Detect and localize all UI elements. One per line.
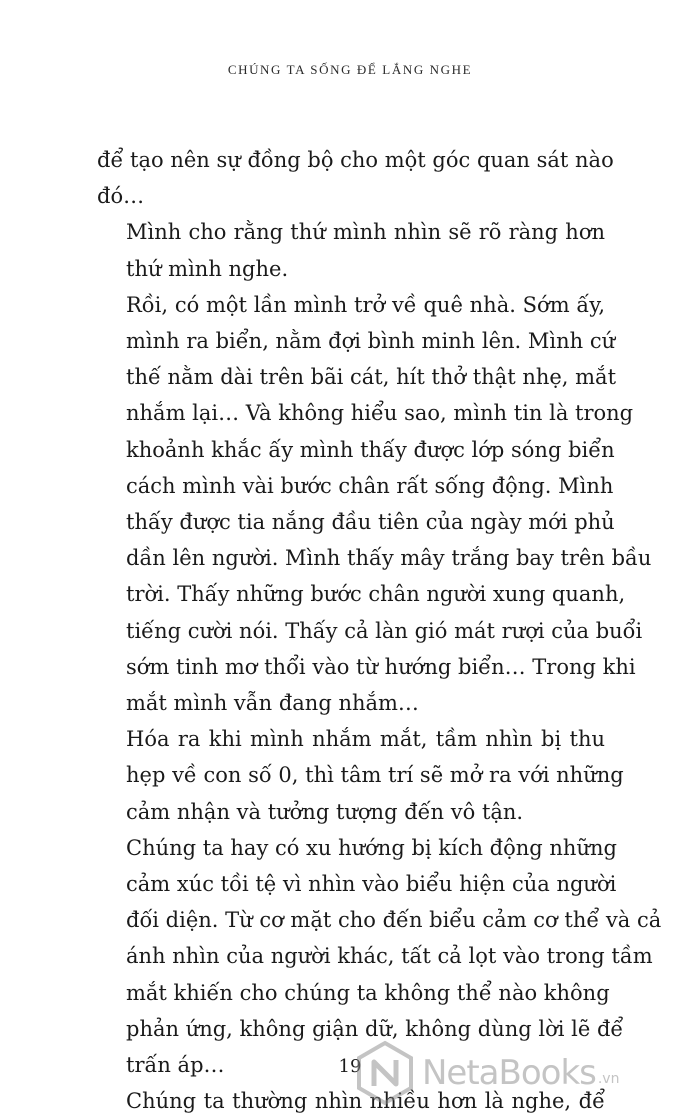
text-line: Chúng ta hay có xu hướng bị kích động những <box>126 835 617 860</box>
paragraph <box>97 214 605 286</box>
text-line: Chúng ta thường nhìn nhiều hơn là nghe, để <box>126 1089 605 1114</box>
paragraph <box>97 142 614 214</box>
text-line: cảm xúc tồi tệ vì nhìn vào biểu hiện của người <box>126 872 617 897</box>
text-line: cảm nhận và tưởng tượng đến vô tận. <box>126 799 524 824</box>
text-line: mắt khiến cho chúng ta không thể nào không <box>126 980 610 1005</box>
watermark-brand: NetaBooks <box>422 1053 596 1093</box>
watermark-suffix: .vn <box>597 1071 620 1087</box>
text-line: trấn áp… <box>126 1053 225 1078</box>
text-line: thế nằm dài trên bãi cát, hít thở thật nhẹ, mắt <box>126 365 617 390</box>
page-number: 19 <box>338 1056 362 1077</box>
text-line: thứ mình nghe. <box>126 256 289 281</box>
paragraph <box>97 287 652 721</box>
text-line: thấy được tia nắng đầu tiên của ngày mới phủ <box>126 510 615 535</box>
watermark <box>352 1040 692 1106</box>
text-line: khoảnh khắc ấy mình thấy được lớp sóng biển <box>126 437 615 462</box>
text-line: phản ứng, không giận dữ, không dùng lời lẽ để <box>126 1016 624 1041</box>
text-line: mắt mình vẫn đang nhắm… <box>126 691 419 716</box>
text-line: Mình cho rằng thứ mình nhìn sẽ rõ ràng hơn <box>126 220 605 245</box>
text-line: nhắm lại… Và không hiểu sao, mình tin là trong <box>126 401 634 426</box>
text-line: dần lên người. Mình thấy mây trắng bay trên bầu <box>126 546 652 571</box>
text-line: trời. Thấy những bước chân người xung quanh, <box>126 582 626 607</box>
text-line: tiếng cười nói. Thấy cả làn gió mát rượi của buổi <box>126 618 643 643</box>
text-line: Rồi, có một lần mình trở về quê nhà. Sớm ấy, <box>126 292 605 317</box>
text-line: Hóa ra khi mình nhắm mắt, tầm nhìn bị thu <box>126 727 605 752</box>
text-line: đối diện. Từ cơ mặt cho đến biểu cảm cơ thể và cả <box>126 908 662 933</box>
paragraph <box>97 721 624 830</box>
text-line: cách mình vài bước chân rất sống động. Mình <box>126 473 614 498</box>
text-line: để tạo nên sự đồng bộ cho một góc quan sát nào <box>97 148 614 172</box>
text-line: ánh nhìn của người khác, tất cả lọt vào trong tầm <box>126 944 653 969</box>
text-line: mình ra biển, nằm đợi bình minh lên. Mình cứ <box>126 329 616 354</box>
text-line: đó… <box>97 184 145 209</box>
netabooks-logo-icon <box>352 1040 418 1106</box>
running-header: CHÚNG TA SỐNG ĐỂ LẮNG NGHE <box>227 62 473 77</box>
text-line: hẹp về con số 0, thì tâm trí sẽ mở ra với những <box>126 763 624 788</box>
text-line: sớm tinh mơ thổi vào từ hướng biển… Trong khi <box>126 654 636 679</box>
